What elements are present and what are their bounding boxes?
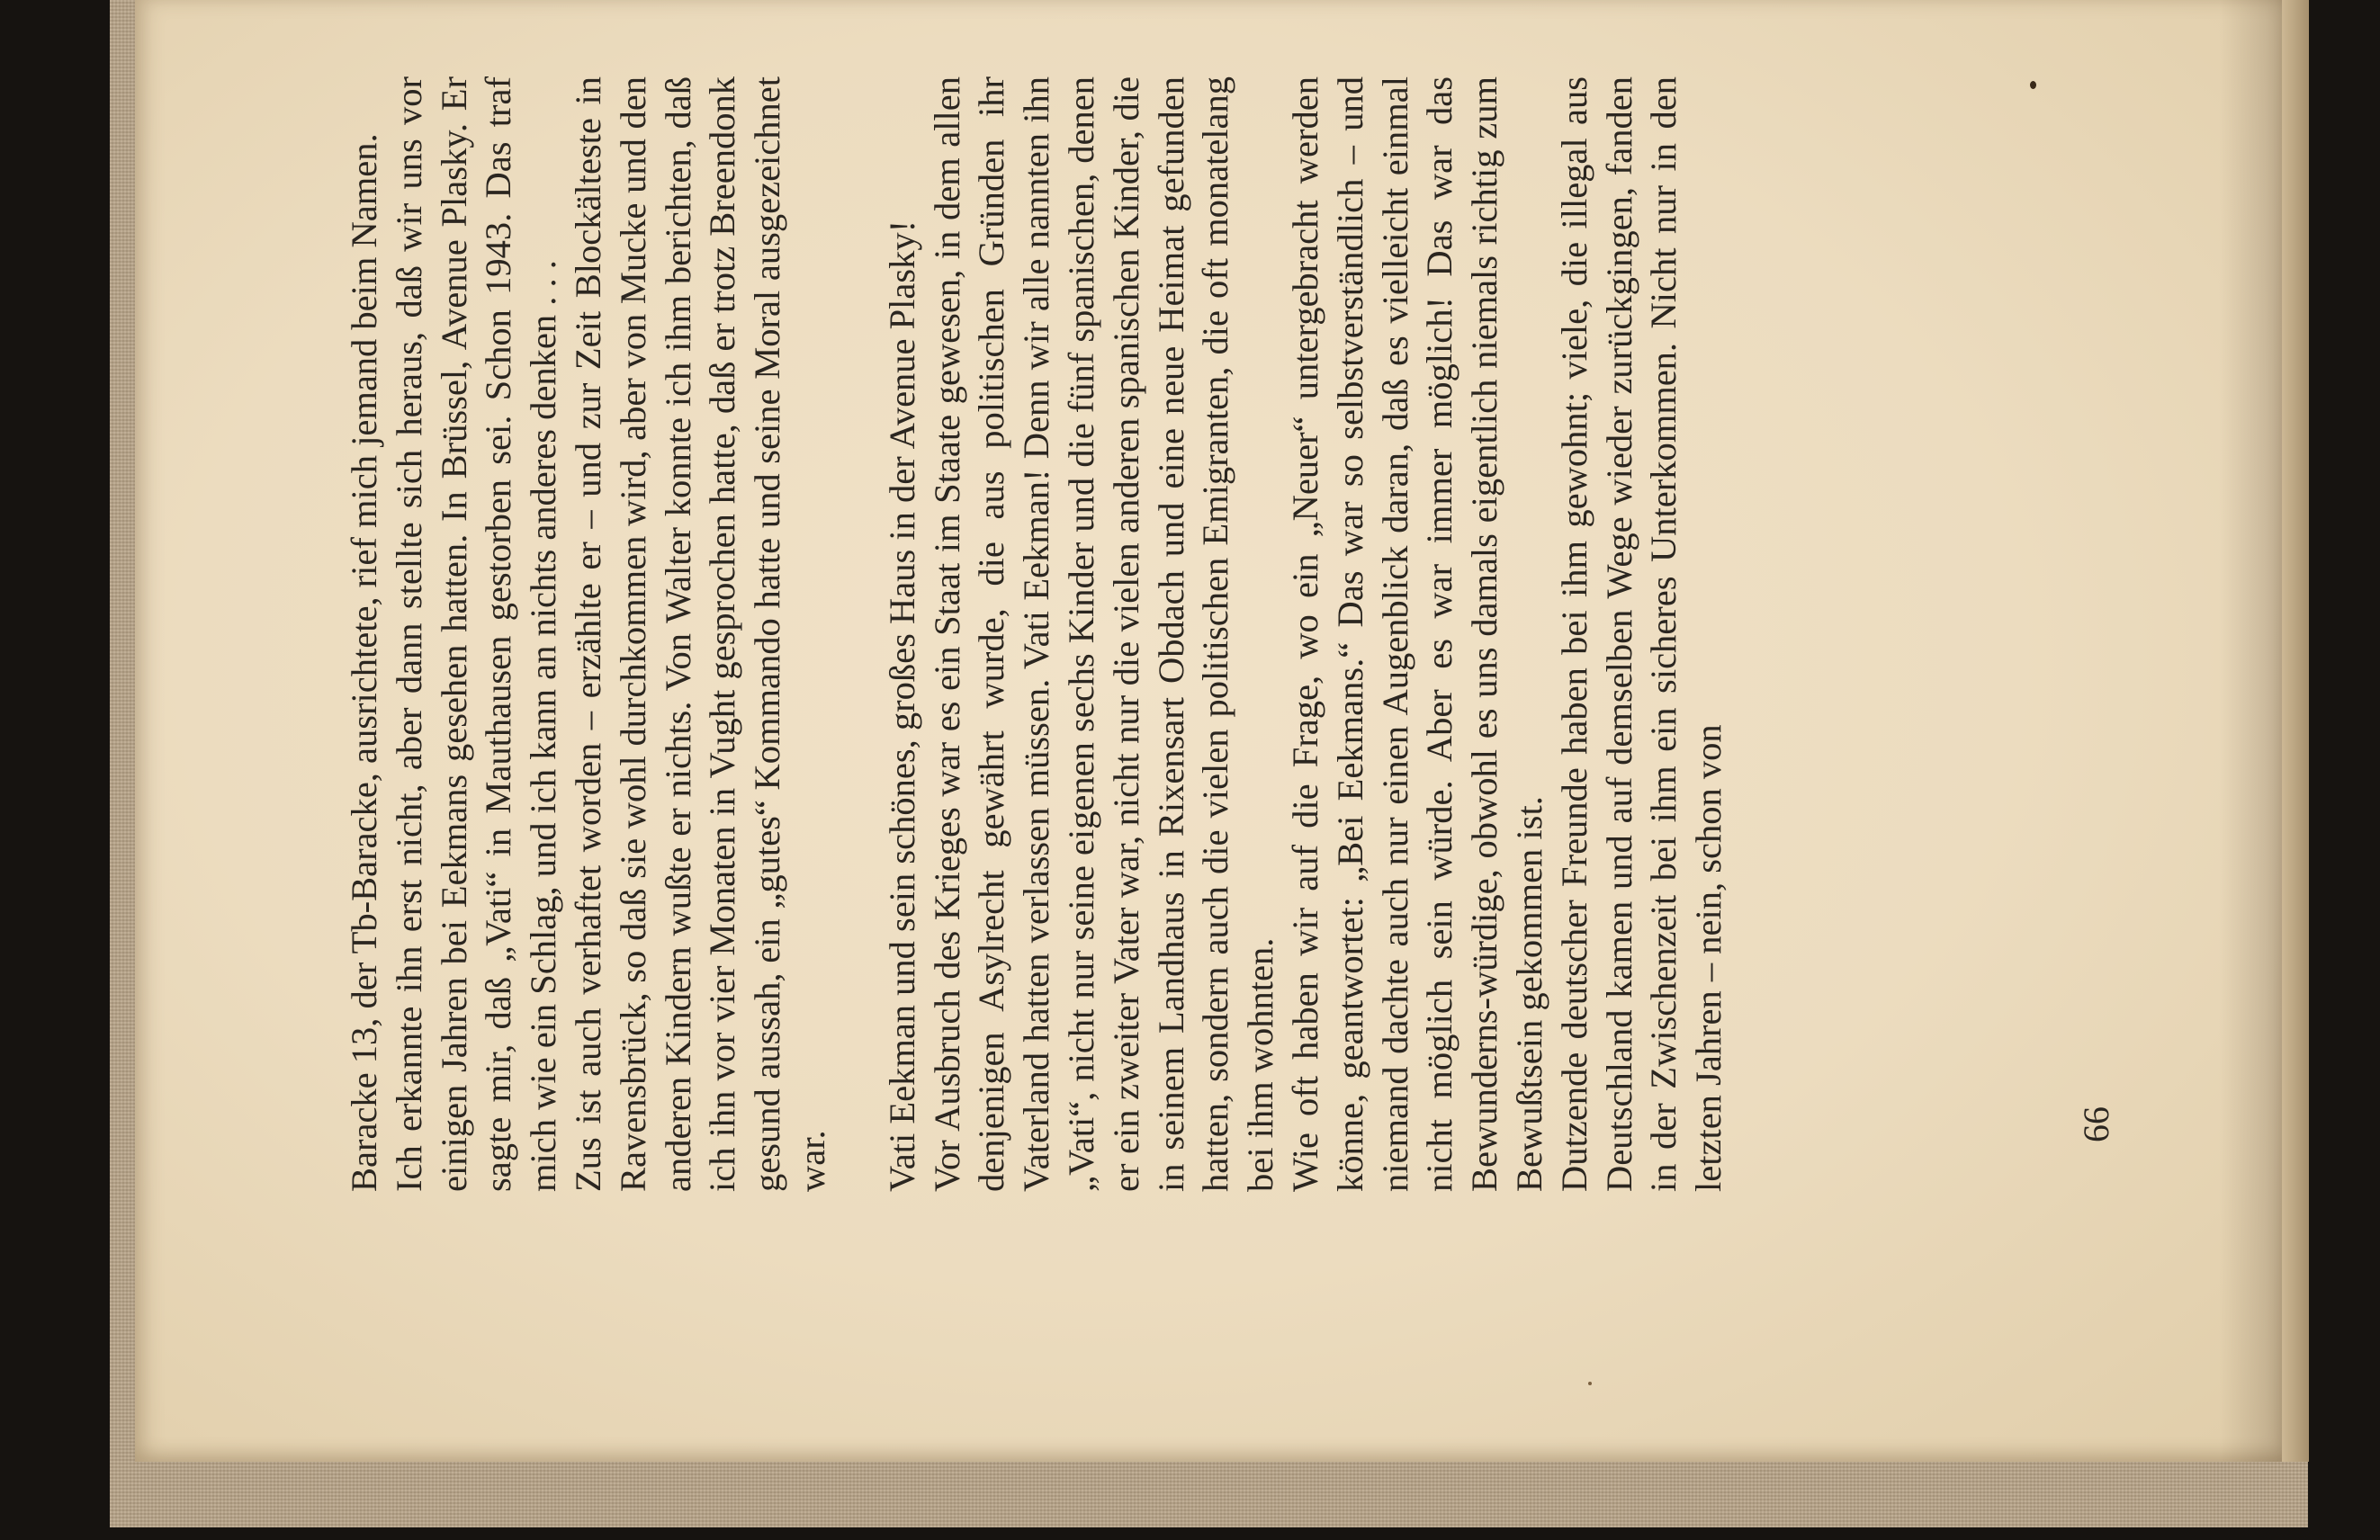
page-number: 66 — [2076, 1106, 2116, 1142]
ink-speck — [2030, 81, 2036, 89]
paragraph-5: Vor Ausbruch des Krieges war es ein Staat im Staate gewesen, in dem allen denjenigen Asylrecht gewährt wurde, die aus politischen Gründen ihr Vaterland hatten verlassen müssen. Vati Eekman! Denn wir alle nannten ihn „Vati“, nicht nur seine eigenen sechs Kinder und die fünf spanischen, denen er ein zweiter Vater war, nicht nur die vielen anderen spanischen Kinder, die in seinem Landhaus in Rixensart Obdach und eine neue Heimat gefunden hatten, sondern auch die vielen politischen Emigranten, die oft monatelang bei ihm wohnten. — [926, 76, 1281, 1192]
page-shadow — [2219, 0, 2282, 1462]
paragraph-7: Dutzende deutscher Freunde haben bei ihm gewohnt; viele, die illegal aus Deutschland kamen und auf demselben Wege wieder zurückgingen, fanden in der Zwischenzeit bei ihm ein sicheres Unterkommen. Nicht nur in den letzten Jahren – nein, schon von — [1553, 76, 1729, 1192]
book-gutter — [2282, 0, 2309, 1462]
section-break — [835, 76, 880, 1192]
paragraph-3: Zus ist auch verhaftet worden – erzählte er – und zur Zeit Blockälteste in Ravensbrück, so daß sie wohl durchkommen wird, aber von Mucke und den anderen Kindern wußte er nichts. Von Walter konnte ich ihm berichten, daß ich ihn vor vier Monaten in Vught gesprochen hatte, daß er trotz Breendonk gesund aussah, ein „gutes“ Kommando hatte und seine Moral ausgezeichnet war. — [567, 76, 832, 1192]
paragraph-4: Vati Eekman und sein schönes, großes Haus in der Avenue Plasky! — [881, 219, 922, 1192]
paragraph-6: Wie oft haben wir auf die Frage, wo ein „Neuer“ untergebracht werden könne, geantwortet: „Bei Eekmans.“ Das war so selbstverständlich – und niemand dachte auch nur einen Augenblick daran, daß es vielleicht einmal nicht möglich sein würde. Aber es war immer möglich! Das war das Bewunderns-würdige, obwohl es uns damals eigentlich niemals richtig zum Bewußtsein gekommen ist. — [1284, 76, 1549, 1192]
page-text — [342, 76, 1971, 1192]
paper-speck — [1588, 1382, 1592, 1385]
paragraph-2: Ich erkannte ihn erst nicht, aber dann stellte sich heraus, daß wir uns vor einigen Jahren bei Eekmans gesehen hatten. In Brüssel, Avenue Plasky. Er sagte mir, daß „Vati“ in Mauthausen gestorben sei. Schon 1943. Das traf mich wie ein Schlag, und ich kann an nichts anderes denken . . . — [388, 76, 564, 1192]
paragraph-1: Baracke 13, der Tb-Baracke, ausrichtete, rief mich jemand beim Namen. — [344, 133, 384, 1192]
